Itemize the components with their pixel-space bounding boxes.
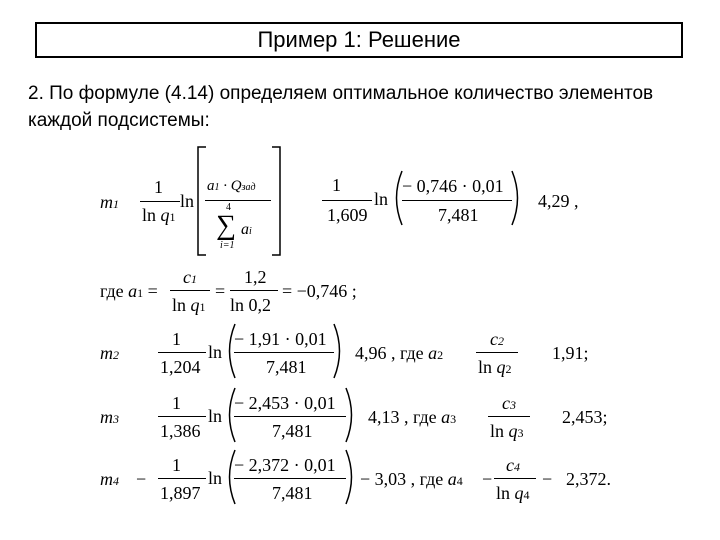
a1-den: ln q1 (172, 295, 206, 315)
m2-c: c2 (490, 329, 504, 349)
m1-lhs: m1 (100, 192, 119, 212)
m1-num-inner-num: − 0,746 · 0,01 (402, 176, 504, 196)
m4-inner-den: 7,481 (272, 483, 313, 503)
m1-num-coef-num: 1 (332, 175, 341, 195)
m1-num-ln: ln (374, 189, 389, 209)
a1-num: 1,2 (244, 267, 267, 287)
m1-sum-upper: 4 (226, 202, 231, 213)
m2-inner-den: 7,481 (266, 357, 307, 377)
m3-coef-bar (158, 416, 206, 417)
m1-result: 4,29 , (538, 191, 579, 211)
m2-coef-den: 1,204 (160, 357, 201, 377)
m4-c: c4 (506, 455, 520, 475)
m2-result: 4,96 , где a2 (355, 343, 444, 363)
m2-q-bar (476, 352, 518, 353)
m3-q: ln q3 (490, 421, 524, 441)
m1-inner-bar (205, 200, 271, 201)
slide-title (35, 22, 683, 58)
m4-minus: − (136, 469, 147, 489)
m3-lhs: m3 (100, 407, 119, 427)
m4-inner-bar (234, 478, 346, 479)
m3-ln: ln (208, 406, 223, 426)
m3-right-paren (344, 387, 358, 443)
m2-inner-num: − 1,91 · 0,01 (234, 329, 327, 349)
m1-inner-num: a1 · Qзад (207, 178, 256, 194)
m3-c: c3 (502, 393, 516, 413)
m1-ln: ln (180, 191, 195, 211)
a1-c: c1 (183, 267, 197, 287)
m3-inner-den: 7,481 (272, 421, 313, 441)
m1-num-inner-bar (402, 200, 512, 201)
m4-q-bar (494, 478, 536, 479)
m4-inner-num: − 2,372 · 0,01 (234, 455, 336, 475)
m1-sum-lower: i=1 (220, 240, 235, 251)
m1-sum-term: ai (241, 221, 252, 238)
m1-right-bracket (270, 146, 282, 256)
intro-paragraph: 2. По формуле (4.14) определяем оптимальное количество элементов каждой подсистемы: (28, 83, 654, 131)
m4-coef-den: 1,897 (160, 483, 201, 503)
a1-prefix: где a1 = (100, 281, 158, 301)
m4-value: 2,372. (566, 469, 611, 489)
m1-coef-num: 1 (154, 177, 163, 197)
m4-result: − 3,03 , где a4 (360, 469, 463, 489)
m2-ln: ln (208, 342, 223, 362)
m4-minus3: − (542, 469, 553, 489)
m1-num-inner-den: 7,481 (438, 205, 479, 225)
slide-title-text: Пример 1: Решение (257, 27, 461, 52)
m4-right-paren (344, 449, 358, 505)
m3-inner-bar (234, 416, 346, 417)
m3-coef-num: 1 (172, 393, 181, 413)
a1-result: = −0,746 ; (282, 281, 357, 301)
m1-num-right-paren (510, 170, 524, 226)
m3-inner-num: − 2,453 · 0,01 (234, 393, 336, 413)
m1-num-coef-den: 1,609 (327, 205, 368, 225)
m1-num-coef-bar (322, 200, 372, 201)
m1-coef-den: ln q1 (142, 205, 176, 225)
m4-minus2: − (482, 469, 493, 489)
a1-den-num: ln 0,2 (230, 295, 272, 315)
m3-coef-den: 1,386 (160, 421, 201, 441)
m2-q: ln q2 (478, 357, 512, 377)
a1-eq2: = (215, 281, 226, 301)
m3-result: 4,13 , где a3 (368, 407, 457, 427)
m2-value: 1,91; (552, 343, 589, 363)
a1-frac-bar (170, 290, 210, 291)
m2-lhs: m2 (100, 343, 119, 363)
m1-left-bracket (196, 146, 208, 256)
m2-coef-bar (158, 352, 206, 353)
m4-coef-bar (158, 478, 206, 479)
m4-ln: ln (208, 468, 223, 488)
a1-frac-bar2 (230, 290, 278, 291)
m1-coef-bar (140, 201, 180, 202)
m4-lhs: m4 (100, 469, 119, 489)
m3-q-bar (488, 416, 530, 417)
m1-sum-symbol: ∑ (216, 210, 236, 241)
m2-inner-bar (234, 352, 334, 353)
m2-right-paren (332, 323, 346, 379)
m2-coef-num: 1 (172, 329, 181, 349)
m3-value: 2,453; (562, 407, 608, 427)
m4-q: ln q4 (496, 483, 530, 503)
m4-coef-num: 1 (172, 455, 181, 475)
